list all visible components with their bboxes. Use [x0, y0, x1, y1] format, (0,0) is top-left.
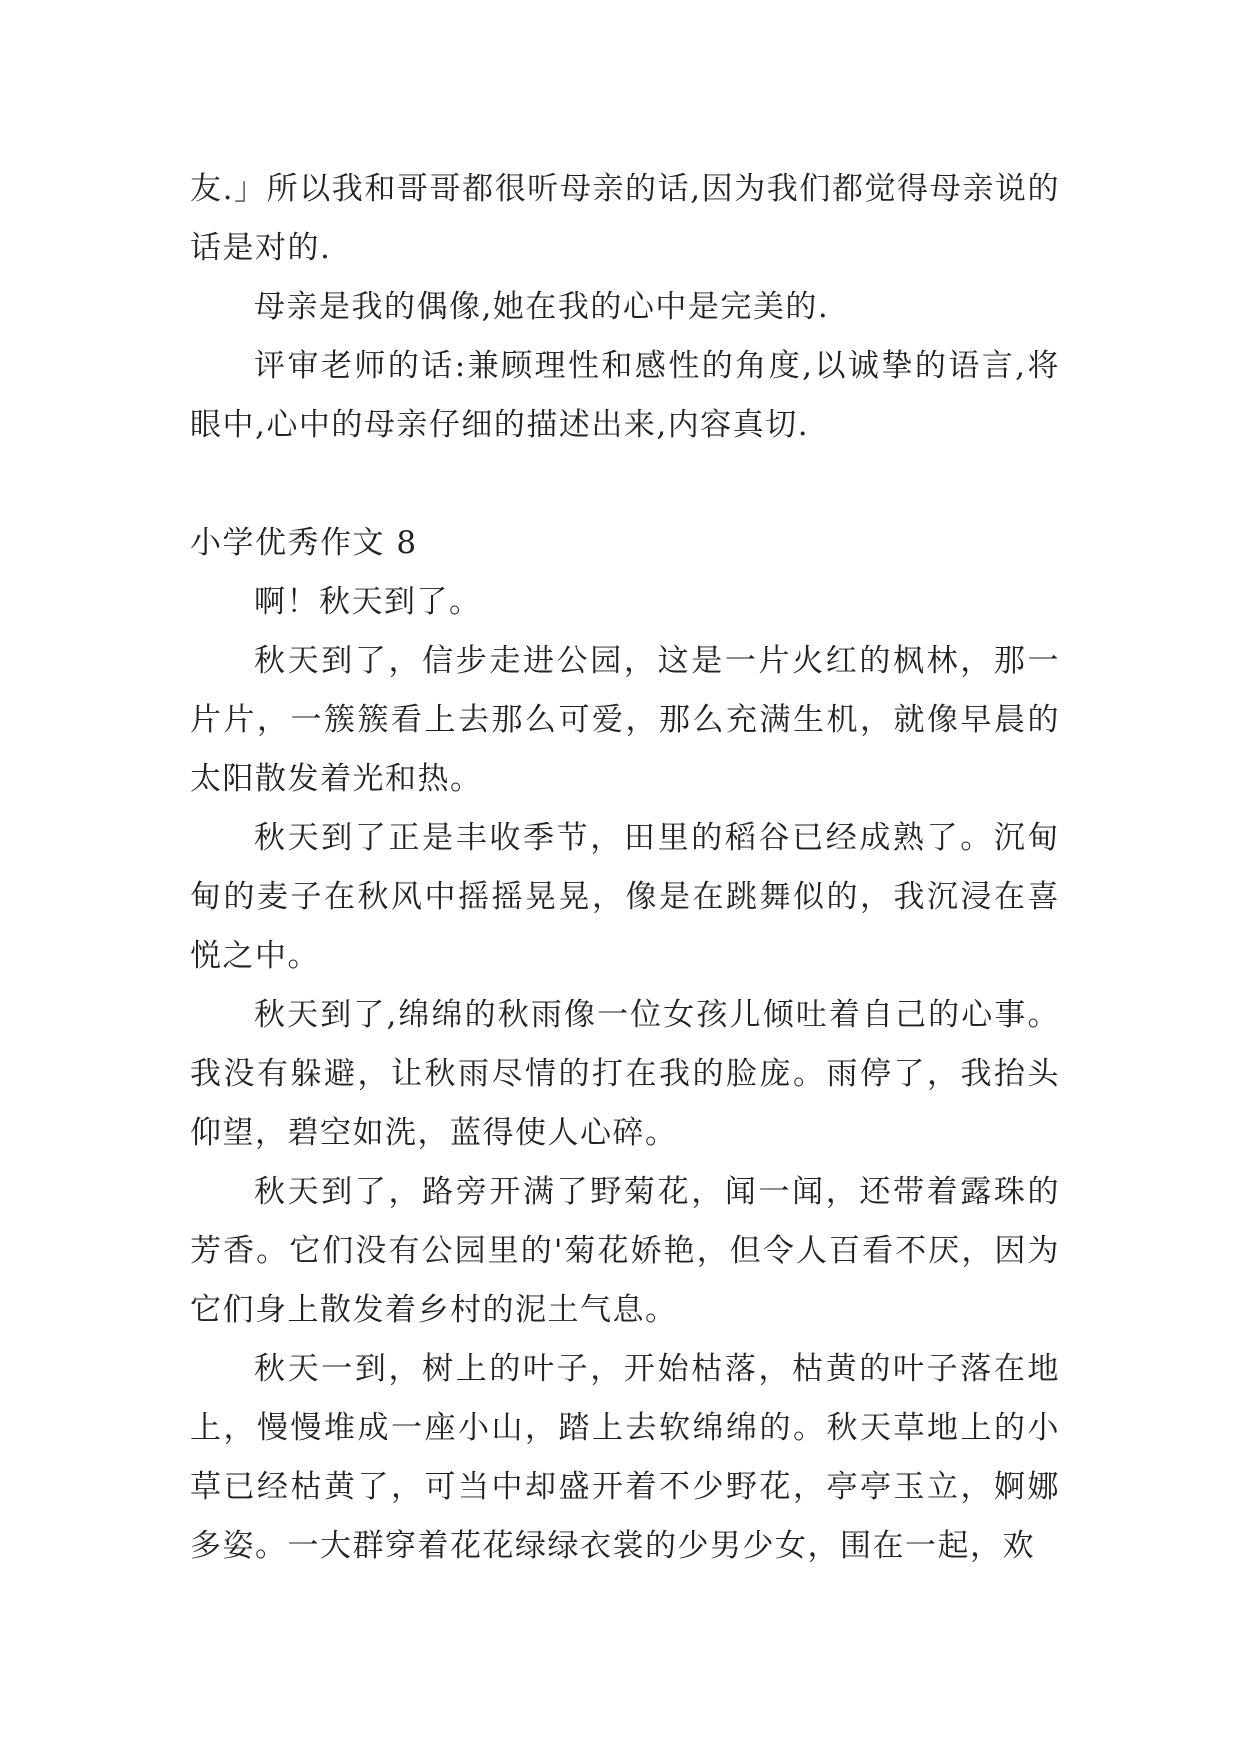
paragraph-mother-idol: 母亲是我的偶像,她在我的心中是完美的.: [254, 289, 830, 325]
paragraph-mother-words: 友.」所以我和哥哥都很听母亲的话,因为我们都觉得母亲说的话是对的.: [190, 171, 1060, 266]
paragraph-autumn-rain: 秋天到了,绵绵的秋雨像一位女孩儿倾吐着自己的心事。我没有躲避，让秋雨尽情的打在我的脸庞。雨停了，我抬头仰望，碧空如洗，蓝得使人心碎。: [190, 997, 1060, 1151]
paragraph-reviewer-comment: 评审老师的话:兼顾理性和感性的角度,以诚挚的语言,将眼中,心中的母亲仔细的描述出来,内容真切.: [190, 348, 1060, 443]
paragraph-falling-leaves: 秋天一到，树上的叶子，开始枯落，枯黄的叶子落在地上，慢慢堆成一座小山，踏上去软绵绵的。秋天草地上的小草已经枯黄了，可当中却盛开着不少野花，亭亭玉立，婀娜多姿。一大群穿着花花绿绿衣裳的少男少女，围在一起，欢: [190, 1351, 1060, 1564]
paragraph-harvest: 秋天到了正是丰收季节，田里的稻谷已经成熟了。沉甸甸的麦子在秋风中摇摇晃晃，像是在跳舞似的，我沉浸在喜悦之中。: [190, 820, 1060, 974]
paragraph-autumn-arrived: 啊！秋天到了。: [254, 584, 482, 620]
paragraph-maple-forest: 秋天到了，信步走进公园，这是一片火红的枫林，那一片片，一簇簇看上去那么可爱，那么充满生机，就像早晨的太阳散发着光和热。: [190, 643, 1060, 797]
paragraph-wild-chrysanthemum: 秋天到了，路旁开满了野菊花，闻一闻，还带着露珠的芳香。它们没有公园里的'菊花娇艳，但令人百看不厌，因为它们身上散发着乡村的泥土气息。: [190, 1174, 1060, 1328]
section-title: 小学优秀作文 8: [190, 525, 418, 561]
section-spacer: [190, 455, 1060, 514]
document-body: [190, 160, 1060, 1576]
